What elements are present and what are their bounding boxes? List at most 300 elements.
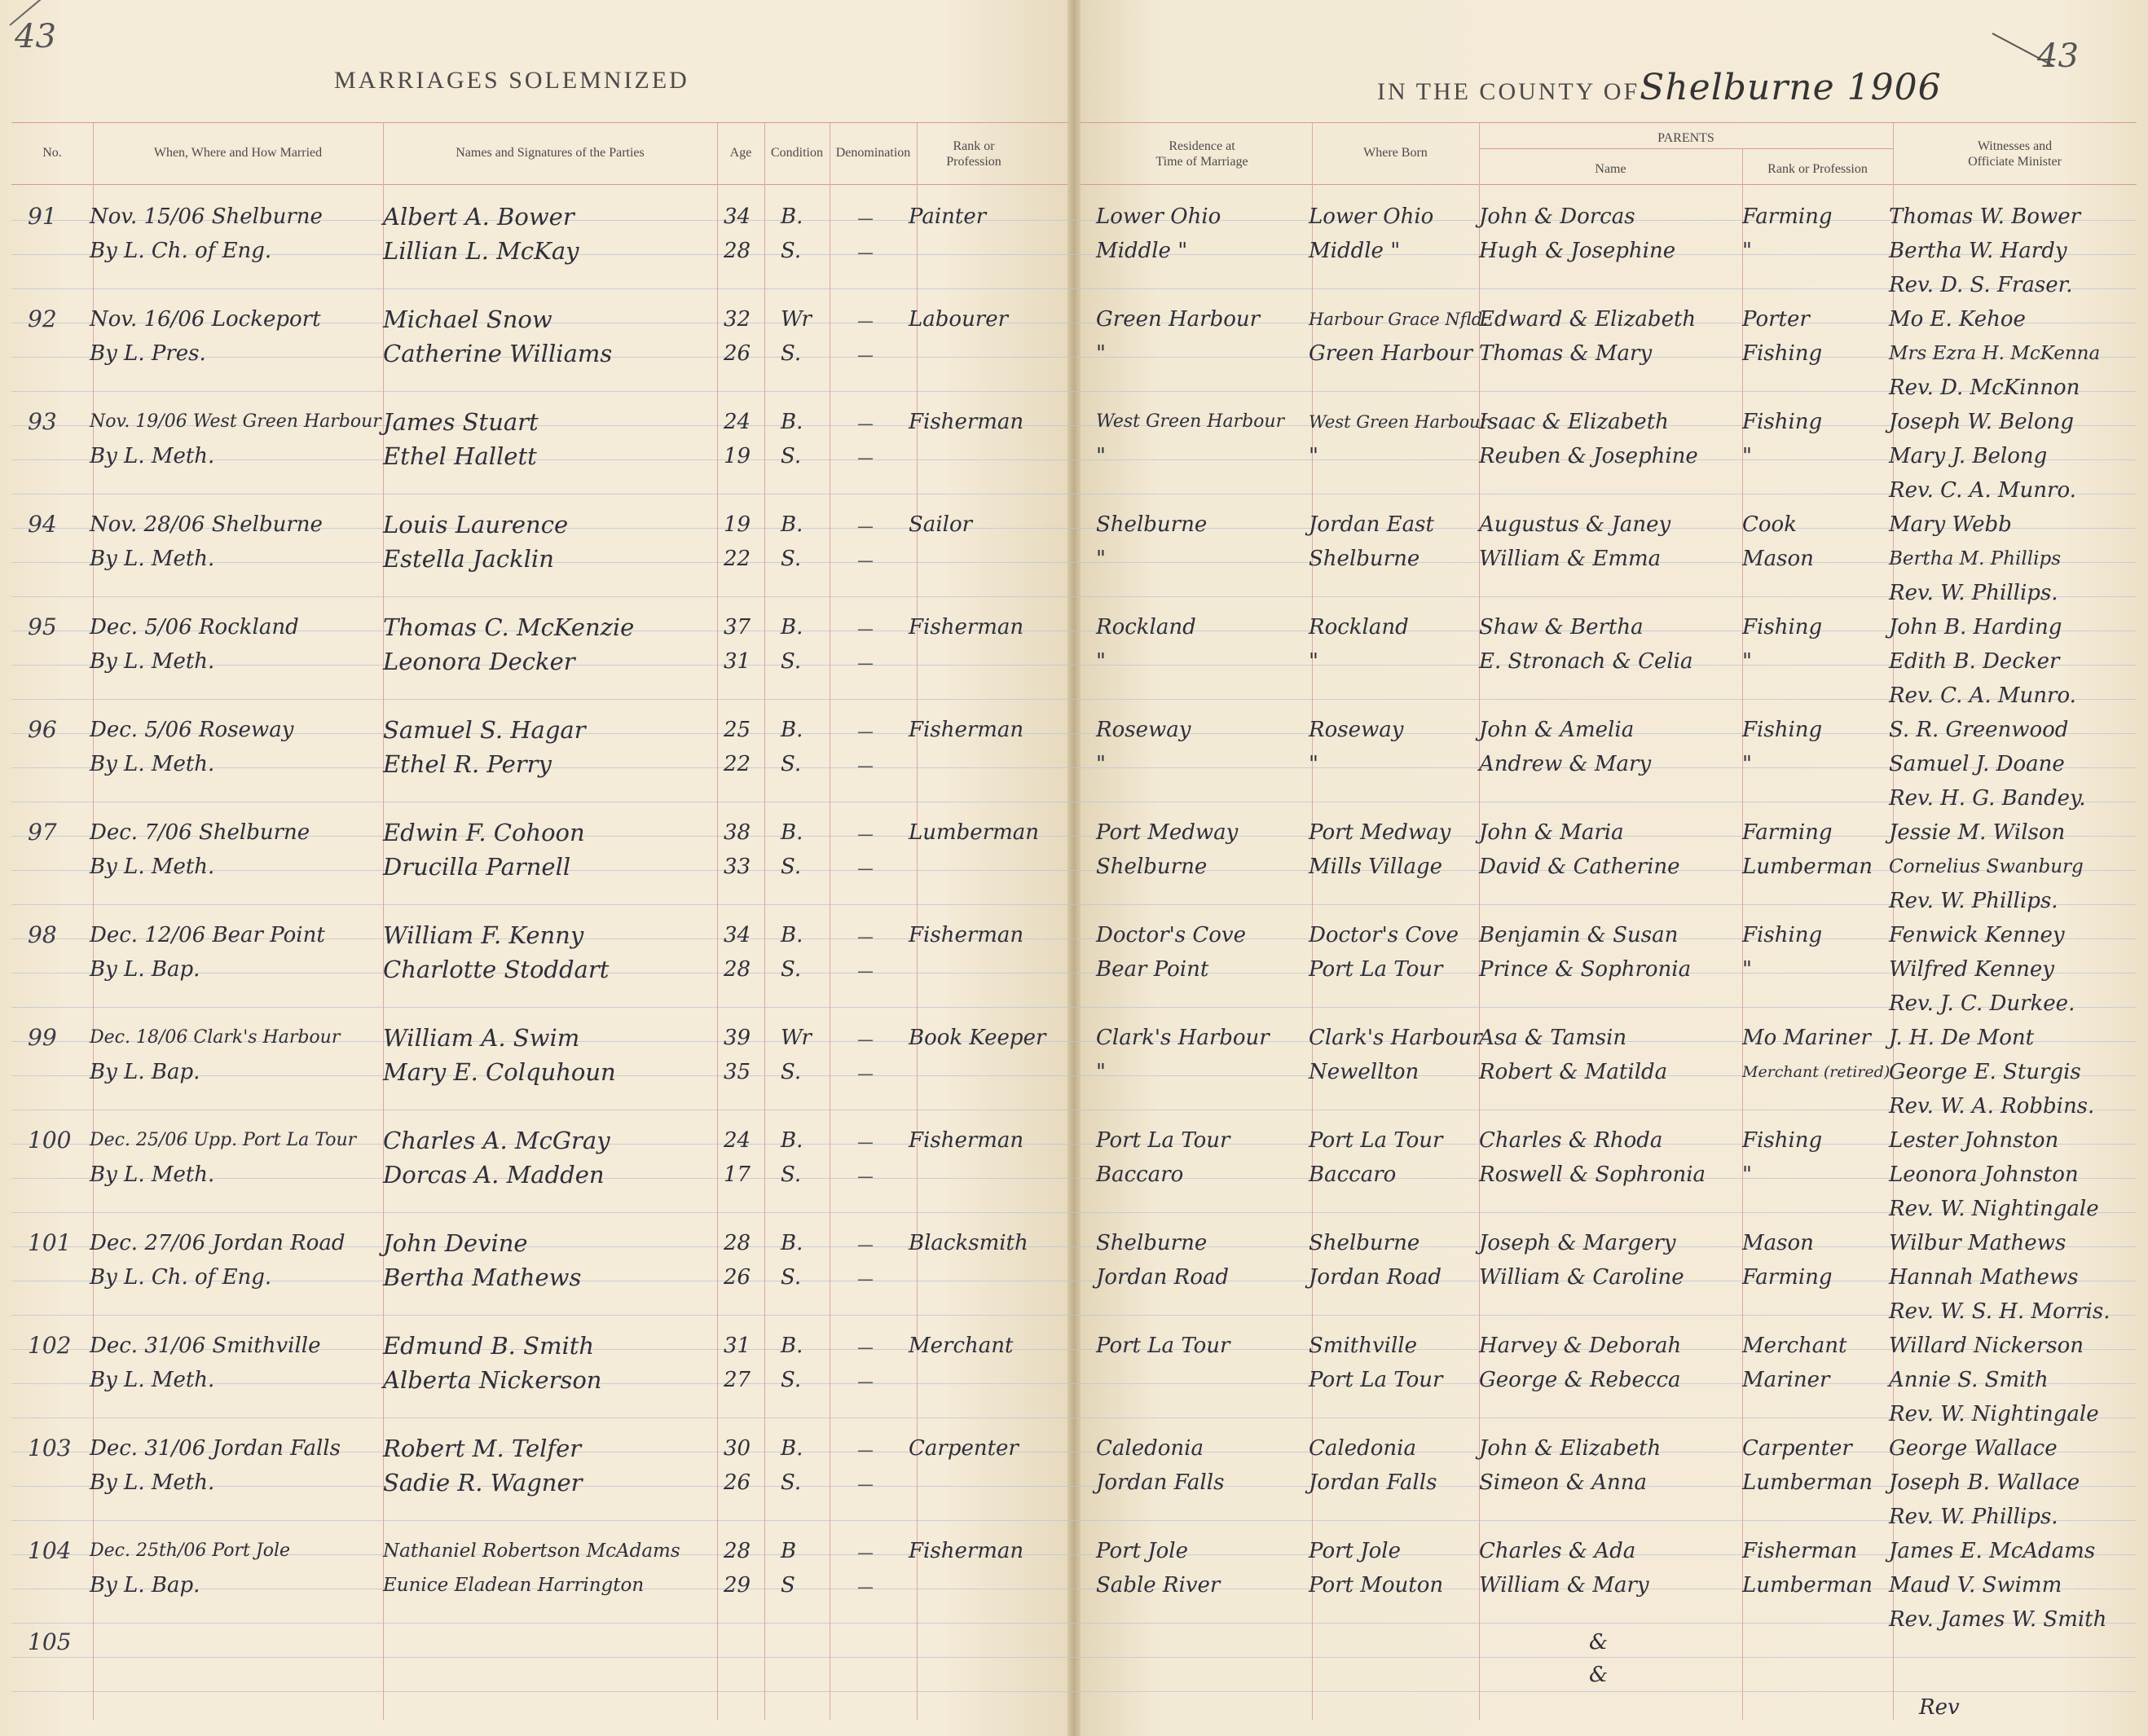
col-header-no: No. — [42, 146, 62, 160]
entry-100-par1: Charles & Rhoda — [1479, 1128, 1663, 1153]
entry-98-born1: Doctor's Cove — [1309, 923, 1459, 947]
denomination-dash: — — [857, 1132, 874, 1152]
entry-104-par1: Charles & Ada — [1479, 1539, 1636, 1563]
entry-93-res2: " — [1096, 444, 1106, 468]
entry-96-age2: 22 — [724, 752, 751, 776]
entry-99-born2: Newellton — [1309, 1060, 1420, 1084]
entry-95-when2: By L. Meth. — [90, 649, 215, 674]
denomination-dash: — — [857, 1064, 874, 1083]
entry-102-name2: Alberta Nickerson — [383, 1366, 602, 1394]
entry-94-age2: 22 — [724, 547, 751, 571]
col-header-residence-line2: Time of Marriage — [1155, 155, 1248, 169]
entry-98-name1: William F. Kenny — [383, 921, 584, 949]
denomination-dash: — — [857, 1475, 874, 1494]
ruled-line — [11, 1520, 2137, 1521]
denomination-dash: — — [857, 1030, 874, 1049]
entry-91-cond1: B. — [781, 204, 803, 229]
entry-92-res2: " — [1096, 341, 1106, 366]
entry-99-name2: Mary E. Colquhoun — [383, 1058, 616, 1086]
entry-96-res1: Roseway — [1096, 718, 1191, 742]
entry-93-cond2: S. — [781, 444, 802, 468]
entry-91-name2: Lillian L. McKay — [383, 237, 579, 265]
entry-103-prank2: Lumberman — [1742, 1470, 1873, 1495]
entry-104-age2: 29 — [724, 1573, 751, 1598]
entry-94-born1: Jordan East — [1309, 512, 1434, 537]
entry-99-age1: 39 — [724, 1026, 751, 1050]
entry-98-wit1: Fenwick Kenney — [1889, 923, 2065, 947]
entry-97-prank2: Lumberman — [1742, 855, 1873, 879]
entry-102-when1: Dec. 31/06 Smithville — [90, 1334, 321, 1358]
entry-99-cond2: S. — [781, 1060, 802, 1084]
entry-92-cond2: S. — [781, 341, 802, 366]
entry-96-rank: Fisherman — [909, 718, 1024, 742]
entry-95-par1: Shaw & Bertha — [1479, 615, 1644, 639]
entry-94-res2: " — [1096, 547, 1106, 571]
ruled-line — [11, 1657, 2137, 1658]
entry-101-when2: By L. Ch. of Eng. — [90, 1265, 272, 1290]
entry-95-prank1: Fishing — [1742, 615, 1823, 639]
entry-97-wit3: Rev. W. Phillips. — [1889, 889, 2058, 913]
ruled-line — [11, 596, 2137, 597]
entry-102-prank1: Merchant — [1742, 1334, 1847, 1358]
entry-93-prank2: " — [1742, 444, 1752, 468]
entry-100-no: 100 — [28, 1127, 72, 1154]
entry-96-name2: Ethel R. Perry — [383, 750, 552, 778]
denomination-dash: — — [857, 961, 874, 981]
entry-103-name1: Robert M. Telfer — [383, 1435, 582, 1462]
entry-99-res2: " — [1096, 1060, 1106, 1084]
entry-102-wit2: Annie S. Smith — [1889, 1368, 2049, 1392]
entry-98-when2: By L. Bap. — [90, 957, 200, 982]
entry-96-wit1: S. R. Greenwood — [1889, 718, 2069, 742]
entry-93-par2: Reuben & Josephine — [1479, 444, 1698, 468]
header-top-rule-right — [1081, 122, 2137, 123]
entry-92-age2: 26 — [724, 341, 751, 366]
entry-97-par1: John & Maria — [1479, 820, 1624, 845]
entry-104-prank2: Lumberman — [1742, 1573, 1873, 1598]
entry-96-wit2: Samuel J. Doane — [1889, 752, 2065, 776]
entry-104-wit2: Maud V. Swimm — [1889, 1573, 2062, 1598]
entry-93-wit2: Mary J. Belong — [1889, 444, 2048, 468]
entry-93-name2: Ethel Hallett — [383, 442, 537, 470]
entry-98-age1: 34 — [724, 923, 751, 947]
entry-91-par1: John & Dorcas — [1479, 204, 1635, 229]
denomination-dash: — — [857, 1543, 874, 1562]
entry-99-age2: 35 — [724, 1060, 751, 1084]
entry-101-when1: Dec. 27/06 Jordan Road — [90, 1231, 346, 1255]
entry-102-no: 102 — [28, 1332, 72, 1359]
col-header-rank-line2: Profession — [946, 155, 1001, 169]
entry-103-rank: Carpenter — [909, 1436, 1019, 1461]
entry-96-age1: 25 — [724, 718, 751, 742]
denomination-dash: — — [857, 1269, 874, 1289]
entry-93-when2: By L. Meth. — [90, 444, 215, 468]
entry-95-age1: 37 — [724, 615, 751, 639]
denomination-dash: — — [857, 859, 874, 878]
entry-101-born2: Jordan Road — [1309, 1265, 1442, 1290]
entry-101-no: 101 — [28, 1229, 72, 1256]
entry-101-cond2: S. — [781, 1265, 802, 1290]
ruled-line — [11, 665, 2137, 666]
entry-93-par1: Isaac & Elizabeth — [1479, 410, 1669, 434]
entry-100-age2: 17 — [724, 1162, 751, 1187]
denomination-dash: — — [857, 414, 874, 433]
entry-98-par1: Benjamin & Susan — [1479, 923, 1679, 947]
entry-92-prank2: Fishing — [1742, 341, 1823, 366]
col-header-parents: PARENTS — [1657, 131, 1714, 145]
entry-102-cond2: S. — [781, 1368, 802, 1392]
entry-95-par2: E. Stronach & Celia — [1479, 649, 1693, 674]
entry-102-when2: By L. Meth. — [90, 1368, 215, 1392]
entry-99-when2: By L. Bap. — [90, 1060, 200, 1084]
entry-105-ampersand-1: & — [1589, 1630, 1609, 1655]
denomination-dash: — — [857, 1577, 874, 1597]
entry-99-par2: Robert & Matilda — [1479, 1060, 1668, 1084]
entry-96-prank2: " — [1742, 752, 1752, 776]
entry-97-name1: Edwin F. Cohoon — [383, 819, 585, 846]
entry-92-wit2: Mrs Ezra H. McKenna — [1889, 343, 2101, 364]
entry-101-age2: 26 — [724, 1265, 751, 1290]
entry-103-cond2: S. — [781, 1470, 802, 1495]
entry-101-par1: Joseph & Margery — [1479, 1231, 1676, 1255]
entry-95-no: 95 — [28, 613, 57, 640]
denomination-dash: — — [857, 1372, 874, 1391]
col-rule — [764, 122, 765, 1720]
entry-101-age1: 28 — [724, 1231, 751, 1255]
entry-91-prank2: " — [1742, 239, 1752, 263]
entry-97-res2: Shelburne — [1096, 855, 1208, 879]
col-header-witnesses — [1893, 138, 2137, 169]
ruled-line — [11, 1623, 2137, 1624]
entry-105-rev: Rev — [1919, 1695, 1960, 1720]
entry-104-res1: Port Jole — [1096, 1539, 1189, 1563]
entry-104-born1: Port Jole — [1309, 1539, 1402, 1563]
entry-97-age1: 38 — [724, 820, 751, 845]
entry-103-born1: Caledonia — [1309, 1436, 1416, 1461]
entry-93-res1: West Green Harbour — [1096, 411, 1285, 432]
col-header-names: Names and Signatures of the Parties — [456, 146, 645, 160]
ruled-line — [11, 1417, 2137, 1418]
entry-95-born2: " — [1309, 649, 1318, 674]
denomination-dash: — — [857, 311, 874, 331]
entry-93-born2: " — [1309, 444, 1318, 468]
entry-101-res2: Jordan Road — [1096, 1265, 1230, 1290]
left-page-number: 43 — [15, 18, 56, 55]
entry-94-cond1: B. — [781, 512, 803, 537]
entry-99-prank1: Mo Mariner — [1742, 1026, 1871, 1050]
col-header-residence-line1: Residence at — [1169, 139, 1235, 153]
entry-91-when1: Nov. 15/06 Shelburne — [90, 204, 323, 229]
ruled-line — [11, 288, 2137, 289]
entry-94-wit2: Bertha M. Phillips — [1889, 548, 2061, 569]
entry-102-wit1: Willard Nickerson — [1889, 1334, 2084, 1358]
entry-104-when2: By L. Bap. — [90, 1573, 200, 1598]
ruled-line — [11, 254, 2137, 255]
col-header-rank — [917, 138, 1031, 169]
entry-101-cond1: B. — [781, 1231, 803, 1255]
entry-104-par2: William & Mary — [1479, 1573, 1649, 1598]
entry-103-prank1: Carpenter — [1742, 1436, 1852, 1461]
entry-101-prank2: Farming — [1742, 1265, 1833, 1290]
entry-96-no: 96 — [28, 716, 57, 743]
entry-100-cond1: B. — [781, 1128, 803, 1153]
entry-101-wit1: Wilbur Mathews — [1889, 1231, 2067, 1255]
entry-103-age2: 26 — [724, 1470, 751, 1495]
entry-91-prank1: Farming — [1742, 204, 1833, 229]
entry-97-par2: David & Catherine — [1479, 855, 1680, 879]
col-header-denomination: Denomination — [835, 146, 911, 160]
entry-98-no: 98 — [28, 921, 57, 948]
entry-93-wit3: Rev. C. A. Munro. — [1889, 478, 2076, 503]
entry-96-par1: John & Amelia — [1479, 718, 1635, 742]
book-spine — [1067, 0, 1081, 1736]
entry-104-no: 104 — [28, 1537, 72, 1564]
entry-95-res2: " — [1096, 649, 1106, 674]
entry-94-wit3: Rev. W. Phillips. — [1889, 581, 2058, 605]
entry-102-born1: Smithville — [1309, 1334, 1417, 1358]
entry-92-name1: Michael Snow — [383, 305, 552, 333]
entry-100-prank2: " — [1742, 1162, 1752, 1187]
entry-104-name1: Nathaniel Robertson McAdams — [383, 1540, 680, 1562]
entry-101-born1: Shelburne — [1309, 1231, 1420, 1255]
entry-92-cond1: Wr — [781, 307, 812, 332]
entry-97-wit2: Cornelius Swanburg — [1889, 856, 2084, 877]
entry-105-ampersand-2: & — [1589, 1663, 1609, 1687]
col-rule — [917, 122, 918, 1720]
entry-100-born1: Port La Tour — [1309, 1128, 1443, 1153]
entry-94-age1: 19 — [724, 512, 751, 537]
ruled-line — [11, 1691, 2137, 1692]
denomination-dash: — — [857, 1235, 874, 1255]
col-header-when: When, Where and How Married — [153, 146, 323, 160]
entry-103-res2: Jordan Falls — [1096, 1470, 1225, 1495]
entry-98-when1: Dec. 12/06 Bear Point — [90, 923, 325, 947]
entry-101-wit2: Hannah Mathews — [1889, 1265, 2079, 1290]
entry-92-res1: Green Harbour — [1096, 307, 1261, 332]
entry-103-wit1: George Wallace — [1889, 1436, 2058, 1461]
entry-96-par2: Andrew & Mary — [1479, 752, 1652, 776]
entry-91-born2: Middle " — [1309, 239, 1401, 263]
col-header-rank-line1: Rank or — [953, 139, 995, 153]
entry-91-wit1: Thomas W. Bower — [1889, 204, 2081, 229]
entry-95-name2: Leonora Decker — [383, 648, 575, 675]
entry-92-when1: Nov. 16/06 Lockeport — [90, 307, 321, 332]
entry-98-name2: Charlotte Stoddart — [383, 956, 610, 983]
entry-97-born2: Mills Village — [1309, 855, 1442, 879]
entry-91-age2: 28 — [724, 239, 751, 263]
entry-102-prank2: Mariner — [1742, 1368, 1830, 1392]
entry-96-when1: Dec. 5/06 Roseway — [90, 718, 294, 742]
entry-99-res1: Clark's Harbour — [1096, 1026, 1270, 1050]
entry-102-cond1: B. — [781, 1334, 803, 1358]
entry-103-cond1: B. — [781, 1436, 803, 1461]
entry-98-age2: 28 — [724, 957, 751, 982]
entry-95-rank: Fisherman — [909, 615, 1024, 639]
col-header-residence — [1092, 138, 1312, 169]
denomination-dash: — — [857, 722, 874, 741]
entry-102-age2: 27 — [724, 1368, 751, 1392]
entry-91-when2: By L. Ch. of Eng. — [90, 239, 272, 263]
entry-94-name2: Estella Jacklin — [383, 545, 554, 573]
entry-94-prank1: Cook — [1742, 512, 1797, 537]
header-bottom-rule-right — [1081, 184, 2137, 185]
entry-104-rank: Fisherman — [909, 1539, 1024, 1563]
entry-100-res1: Port La Tour — [1096, 1128, 1230, 1153]
denomination-dash: — — [857, 653, 874, 673]
entry-98-cond1: B. — [781, 923, 803, 947]
entry-91-name1: Albert A. Bower — [383, 203, 574, 231]
col-rule — [717, 122, 718, 1720]
entry-97-no: 97 — [28, 819, 57, 846]
county-handwritten: Shelburne 1906 — [1640, 67, 1942, 108]
entry-100-cond2: S. — [781, 1162, 802, 1187]
entry-95-res1: Rockland — [1096, 615, 1196, 639]
entry-96-name1: Samuel S. Hagar — [383, 716, 586, 744]
entry-103-res1: Caledonia — [1096, 1436, 1204, 1461]
entry-100-age1: 24 — [724, 1128, 751, 1153]
ruled-line — [11, 459, 2137, 460]
denomination-dash: — — [857, 619, 874, 639]
header-top-rule — [11, 122, 1067, 123]
denomination-dash: — — [857, 448, 874, 468]
entry-102-par1: Harvey & Deborah — [1479, 1334, 1682, 1358]
entry-97-res1: Port Medway — [1096, 820, 1239, 845]
county-label: IN THE COUNTY OF — [1377, 78, 1640, 105]
entry-99-rank: Book Keeper — [909, 1026, 1046, 1050]
entry-96-wit3: Rev. H. G. Bandey. — [1889, 786, 2086, 811]
entry-98-prank1: Fishing — [1742, 923, 1823, 947]
denomination-dash: — — [857, 209, 874, 228]
entry-95-when1: Dec. 5/06 Rockland — [90, 615, 299, 639]
ruled-line — [11, 528, 2137, 529]
entry-104-wit3: Rev. James W. Smith — [1889, 1607, 2107, 1632]
entry-91-rank: Painter — [909, 204, 987, 229]
entry-91-res2: Middle " — [1096, 239, 1188, 263]
denomination-dash: — — [857, 756, 874, 776]
entry-104-cond1: B — [781, 1539, 797, 1563]
entry-97-rank: Lumberman — [909, 820, 1040, 845]
ruled-line — [11, 1007, 2137, 1008]
entry-104-prank1: Fisherman — [1742, 1539, 1858, 1563]
entry-104-age1: 28 — [724, 1539, 751, 1563]
entry-98-born2: Port La Tour — [1309, 957, 1443, 982]
entry-99-born1: Clark's Harbour — [1309, 1026, 1482, 1050]
entry-100-name1: Charles A. McGray — [383, 1127, 610, 1154]
entry-99-when1: Dec. 18/06 Clark's Harbour — [90, 1027, 341, 1048]
entry-100-par2: Roswell & Sophronia — [1479, 1162, 1706, 1187]
entry-97-when2: By L. Meth. — [90, 855, 215, 879]
entry-98-wit3: Rev. J. C. Durkee. — [1889, 991, 2075, 1016]
entry-97-born1: Port Medway — [1309, 820, 1451, 845]
entry-100-wit1: Lester Johnston — [1889, 1128, 2059, 1153]
entry-93-rank: Fisherman — [909, 410, 1024, 434]
entry-98-cond2: S. — [781, 957, 802, 982]
entry-94-rank: Sailor — [909, 512, 973, 537]
entry-95-age2: 31 — [724, 649, 751, 674]
header-bottom-rule — [11, 184, 1067, 185]
denomination-dash: — — [857, 243, 874, 262]
page-title-right — [1377, 67, 1942, 108]
entry-92-born1: Harbour Grace Nfld. — [1309, 310, 1488, 329]
entry-94-par2: William & Emma — [1479, 547, 1662, 571]
entry-104-born2: Port Mouton — [1309, 1573, 1444, 1598]
col-header-parents-name: Name — [1595, 162, 1626, 176]
entry-104-cond2: S — [781, 1573, 795, 1598]
entry-91-res1: Lower Ohio — [1096, 204, 1221, 229]
entry-100-name2: Dorcas A. Madden — [383, 1161, 605, 1189]
entry-93-born1: West Green Harbour — [1309, 412, 1489, 432]
entry-101-name2: Bertha Mathews — [383, 1264, 582, 1291]
entry-101-wit3: Rev. W. S. H. Morris. — [1889, 1299, 2111, 1324]
denomination-dash: — — [857, 345, 874, 365]
entry-97-prank1: Farming — [1742, 820, 1833, 845]
entry-91-cond2: S. — [781, 239, 802, 263]
entry-96-prank1: Fishing — [1742, 718, 1823, 742]
entry-101-res1: Shelburne — [1096, 1231, 1208, 1255]
entry-99-wit2: George E. Sturgis — [1889, 1060, 2081, 1084]
entry-92-rank: Labourer — [909, 307, 1009, 332]
entry-93-when1: Nov. 19/06 West Green Harbour — [90, 411, 381, 432]
entry-104-when1: Dec. 25th/06 Port Jole — [90, 1540, 290, 1561]
entry-91-age1: 34 — [724, 204, 751, 229]
entry-92-wit3: Rev. D. McKinnon — [1889, 376, 2080, 400]
ruled-line — [11, 699, 2137, 700]
entry-92-age1: 32 — [724, 307, 751, 332]
entry-99-no: 99 — [28, 1024, 57, 1051]
entry-91-born1: Lower Ohio — [1309, 204, 1434, 229]
entry-95-wit2: Edith B. Decker — [1889, 649, 2060, 674]
entry-98-res1: Doctor's Cove — [1096, 923, 1246, 947]
entry-94-cond2: S. — [781, 547, 802, 571]
entry-99-par1: Asa & Tamsin — [1479, 1026, 1627, 1050]
entry-101-par2: William & Caroline — [1479, 1265, 1684, 1290]
entry-92-born2: Green Harbour — [1309, 341, 1473, 366]
col-header-born: Where Born — [1363, 146, 1428, 160]
entry-96-when2: By L. Meth. — [90, 752, 215, 776]
col-header-parents-rank: Rank or Profession — [1767, 162, 1868, 176]
entry-95-cond1: B. — [781, 615, 803, 639]
ruled-line — [11, 1315, 2137, 1316]
entry-91-wit3: Rev. D. S. Fraser. — [1889, 273, 2073, 297]
denomination-dash: — — [857, 516, 874, 536]
col-header-witnesses-line2: Officiate Minister — [1968, 155, 2062, 169]
entry-102-age1: 31 — [724, 1334, 751, 1358]
entry-100-prank1: Fishing — [1742, 1128, 1823, 1153]
entry-93-prank1: Fishing — [1742, 410, 1823, 434]
entry-94-par1: Augustus & Janey — [1479, 512, 1671, 537]
entry-104-name2: Eunice Eladean Harrington — [383, 1575, 645, 1596]
ruled-line — [11, 904, 2137, 905]
denomination-dash: — — [857, 1440, 874, 1460]
entry-100-when2: By L. Meth. — [90, 1162, 215, 1187]
entry-97-cond2: S. — [781, 855, 802, 879]
entry-93-age2: 19 — [724, 444, 751, 468]
entry-92-no: 92 — [28, 305, 57, 332]
right-page-number: 43 — [2037, 37, 2079, 75]
entry-99-prank2: Merchant (retired) — [1742, 1063, 1891, 1081]
entry-100-wit3: Rev. W. Nightingale — [1889, 1197, 2099, 1221]
entry-94-res1: Shelburne — [1096, 512, 1208, 537]
entry-94-prank2: Mason — [1742, 547, 1814, 571]
entry-98-prank2: " — [1742, 957, 1752, 982]
entry-95-cond2: S. — [781, 649, 802, 674]
entry-94-when1: Nov. 28/06 Shelburne — [90, 512, 323, 537]
entry-91-wit2: Bertha W. Hardy — [1889, 239, 2067, 263]
entry-104-wit1: James E. McAdams — [1889, 1539, 2096, 1563]
entry-99-wit1: J. H. De Mont — [1889, 1026, 2035, 1050]
entry-97-when1: Dec. 7/06 Shelburne — [90, 820, 310, 845]
entry-101-name1: John Devine — [383, 1229, 528, 1257]
